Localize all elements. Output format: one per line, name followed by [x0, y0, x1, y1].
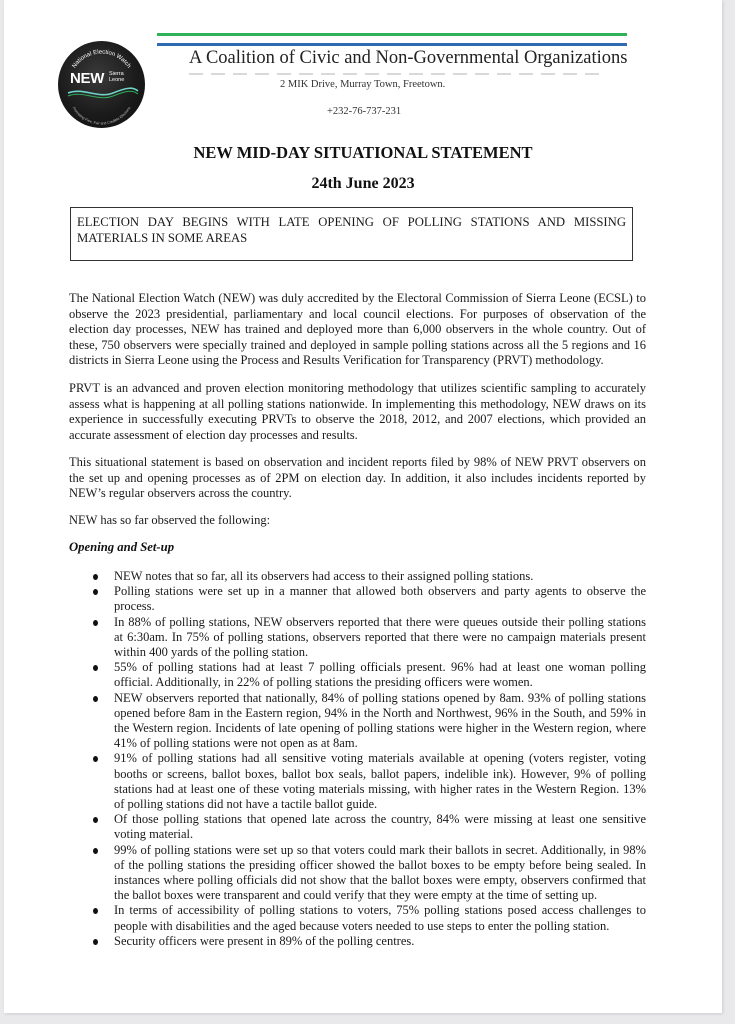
list-item-text: In terms of accessibility of polling stations to voters, 75% polling stations posed access challenges to people with disabilities and the aged because voters needed to use steps to enter the polling station.	[114, 903, 646, 933]
list-item	[69, 751, 646, 812]
faded-text-line	[189, 73, 599, 75]
document-page	[4, 0, 722, 1013]
paragraph-observed: NEW has so far observed the following:	[69, 513, 271, 527]
headline-text: ELECTION DAY BEGINS WITH LATE OPENING OF POLLING STATIONS AND MISSING MATERIALS IN SOME AREAS	[77, 215, 626, 245]
svg-text:Promoting Free, Fair and Credi	[72, 106, 132, 126]
section-heading: Opening and Set-up	[69, 540, 175, 554]
bullet-icon	[93, 620, 98, 626]
list-item-text: Security officers were present in 89% of the polling centres.	[114, 933, 415, 948]
list-item	[69, 691, 646, 752]
bullet-icon	[93, 574, 98, 580]
bullet-icon	[93, 589, 98, 595]
paragraph-basis: This situational statement is based on observation and incident reports filed by 98% of NEW PRVT observers on the set up and opening processes as of 2PM on election day. In addition, it also includes incidents reported by NEW’s regular observers across the country.	[69, 455, 646, 500]
document-date: 24th June 2023	[311, 175, 415, 192]
bullet-icon	[93, 696, 98, 702]
blue-header-rule	[157, 43, 627, 46]
findings-list	[69, 569, 646, 949]
phone-number: +232-76-737-231	[327, 106, 402, 117]
list-item	[69, 843, 646, 904]
paragraph-prvt: PRVT is an advanced and proven election monitoring methodology that utilizes scientific sampling to accurately assess what is happening at all polling stations nationwide. In implementing this methodology, NEW draws on its experience in successfully executing PRVTs to observe the 2018, 2012, and 2007 elections, which provided an accurate assessment of election day processes and results.	[69, 381, 646, 442]
list-item	[69, 812, 646, 842]
headline-box	[70, 207, 633, 261]
logo-arc-text-top: National Election Watch	[71, 49, 132, 70]
bullet-icon	[93, 939, 98, 945]
list-item-text: 91% of polling stations had all sensitive voting materials available at opening (voters register, voting booths or screens, ballot boxes, ballot box seals, ballot papers, indelible ink). However, 9% of polling stations had at least one of these voting materials missing, with higher rates in the Western Region. 13% of polling stations did not have a tactile ballot guide.	[114, 751, 646, 812]
list-item	[69, 903, 646, 933]
list-item-text: NEW notes that so far, all its observers had access to their assigned polling stations.	[114, 569, 534, 583]
coalition-tagline: A Coalition of Civic and Non-Governmental Organizations	[189, 48, 628, 68]
green-header-rule	[157, 33, 627, 36]
bullet-icon	[93, 908, 98, 914]
new-logo	[58, 41, 145, 128]
list-item-text: Of those polling stations that opened late across the country, 84% were missing at least one sensitive voting material.	[114, 812, 646, 842]
list-item	[69, 660, 646, 690]
address: 2 MIK Drive, Murray Town, Freetown.	[280, 79, 446, 90]
list-item-text: 99% of polling stations were set up so that voters could mark their ballots in secret. Additionally, in 98% of the polling stations the presiding officer showed the ballot boxes to be empty before being sealed. In instances where polling officials did not show that the ballot boxes were empty, observers confirmed that the ballot boxes were transparent and could verify that they were empty at the time of setting up.	[114, 842, 646, 903]
list-item-text: In 88% of polling stations, NEW observers reported that there were queues outside their polling stations at 6:30am. In 75% of polling stations, observers reported that there were no campaign materials present within 400 yards of the polling station.	[114, 614, 646, 660]
bullet-icon	[93, 756, 98, 762]
list-item	[69, 934, 646, 949]
logo-sub-line2: Leone	[109, 77, 125, 83]
list-item	[69, 584, 646, 614]
svg-text:National Election Watch	[71, 49, 131, 69]
list-item-text: NEW observers reported that nationally, 84% of polling stations opened by 8am. 93% of polling stations opened before 8am in the Eastern region, 94% in the North and Northwest, 96% in the South, and 59% in the Western region. Incidents of late opening of polling stations were higher in the Western region, where 41% of polling stations were not open as at 8am.	[114, 690, 646, 751]
logo-new-text: NEW	[70, 70, 105, 87]
logo-sub-line1: Sierra	[109, 71, 124, 77]
list-item-text: Polling stations were set up in a manner that allowed both observers and party agents to observe the process.	[114, 584, 646, 614]
logo-sierra-leone	[109, 71, 124, 83]
paragraph-intro: The National Election Watch (NEW) was duly accredited by the Electoral Commission of Sierra Leone (ECSL) to observe the 2023 presidential, parliamentary and local council elections. For purposes of observation of the election day processes, NEW has trained and deployed more than 6,000 observers in the whole country. Out of these, 750 observers were specially trained and deployed in sample polling stations across all the 5 regions and 16 districts in Sierra Leone using the Process and Results Verification for Transparency (PRVT) methodology.	[69, 291, 646, 367]
logo-arc-text-bottom: Promoting Free, Fair and Credible Elections	[71, 106, 132, 126]
list-item	[69, 569, 646, 584]
bullet-icon	[93, 817, 98, 823]
bullet-icon	[93, 848, 98, 854]
bullet-icon	[93, 665, 98, 671]
list-item	[69, 615, 646, 661]
document-title: NEW MID-DAY SITUATIONAL STATEMENT	[193, 143, 533, 162]
list-item-text: 55% of polling stations had at least 7 polling officials present. 96% had at least one woman polling official. Additionally, in 22% of polling stations the presiding officers were women.	[114, 660, 646, 690]
